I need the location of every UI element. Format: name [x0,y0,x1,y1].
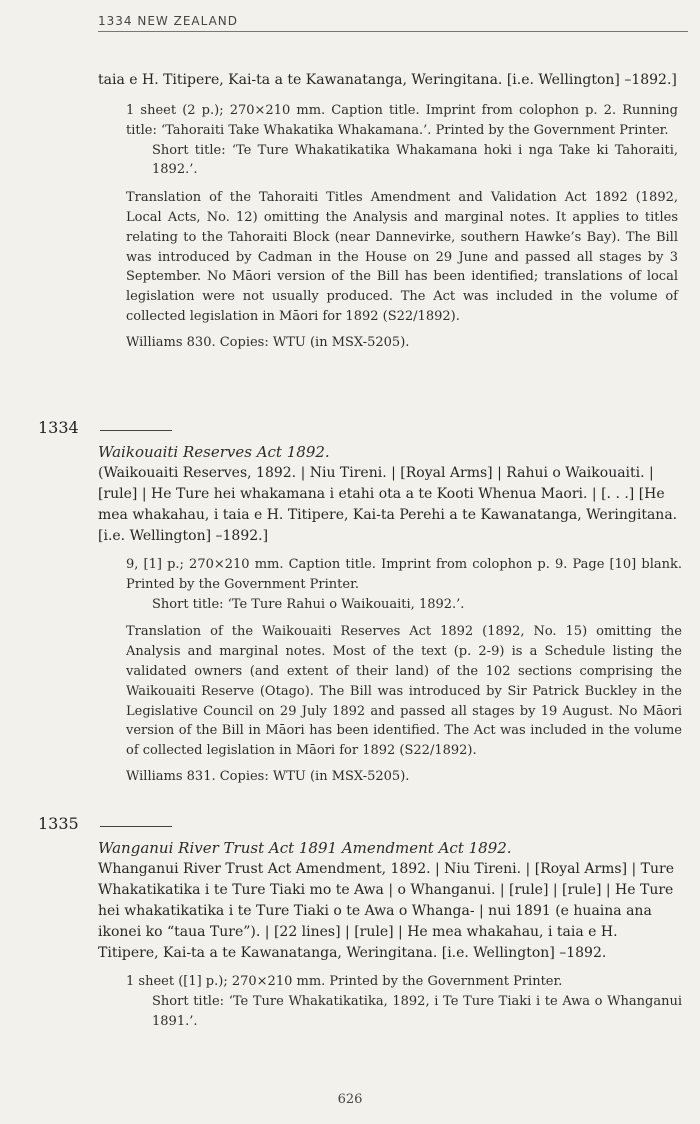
entry-1334-transcription: (Waikouaiti Reserves, 1892. | Niu Tireni. | [Royal Arms] | Rahui o Waikouaiti. | [rule] | He Ture hei whakamana i etahi ota a te Kooti Whenua Maori. | [. . .] [He mea whakahau, i taia e H. Titipere, Kai-ta Perehi a te Kawanatanga, Weringitana. [i.e. Wellington] –1892.] [98,465,678,544]
entry-1335-number: 1335 [38,814,79,833]
entry-1333-note: Translation of the Tahoraiti Titles Amendment and Validation Act 1892 (1892, Local Acts, No. 12) omitting the Analysis and marginal notes. It applies to titles relating to the Tahoraiti Block (near Dannevirke, southern Hawke’s Bay). The Bill was introduced by Cadman in the House on 29 June and passed all stages by 3 September. No Māori version of the Bill has been identified; translations of local legislation were not usually produced. The Act was included in the volume of collected legislation in Māori for 1892 (S22/1892). [126,190,678,324]
entry-1335-author-dash [100,826,172,827]
entry-1335 [98,838,682,1031]
entry-1334-short-title: Short title: ‘Te Ture Rahui o Waikouaiti, 1892.’. [152,596,465,612]
page-number: 626 [337,1092,363,1107]
entry-1333-short-title: Short title: ‘Te Ture Whakatikatika Whakamana hoki i nga Take ki Tahoraiti, 1892.’. [152,142,678,178]
entry-1333-imprint: taia e H. Titipere, Kai-ta a te Kawanatanga, Weringitana. [i.e. Wellington] –1892.] [98,72,677,88]
running-head: 1334 NEW ZEALAND [98,14,688,32]
entry-1335-title: Wanganui River Trust Act 1891 Amendment Act 1892. [98,839,512,857]
entry-1334-author-dash [100,430,172,431]
entry-1334-refs: Williams 831. Copies: WTU (in MSX-5205). [126,768,410,784]
entry-1335-transcription: Whanganui River Trust Act Amendment, 1892. | Niu Tireni. | [Royal Arms] | Ture Whakatikatika i te Ture Tiaki mo te Awa | o Whanganui. | [rule] | [rule] | He Ture hei whakatikatika i te Ture Tiaki o te Awa o Whanga- | nui 1891 (e huaina ana ikonei ko “taua Ture”). | [22 lines] | [rule] | He mea whakahau, i taia e H. Titipere, Kai-ta a te Kawanatanga, Weringitana. [i.e. Wellington] –1892. [98,861,675,961]
entry-1334 [98,442,682,787]
entry-1335-collation: 1 sheet ([1] p.); 270×210 mm. Printed by the Government Printer. [126,974,563,989]
entry-1334-number: 1334 [38,418,79,437]
entry-1335-short-title: Short title: ‘Te Ture Whakatikatika, 1892, i Te Ture Tiaki i te Awa o Whanganui 1891.’. [152,993,682,1029]
entry-1334-title: Waikouaiti Reserves Act 1892. [98,443,330,461]
entry-1334-collation: 9, [1] p.; 270×210 mm. Caption title. Imprint from colophon p. 9. Page [10] blank. Printed by the Government Printer. [126,557,682,592]
entry-1333-collation: 1 sheet (2 p.); 270×210 mm. Caption title. Imprint from colophon p. 2. Running title: ‘Tahoraiti Take Whakatika Whakamana.’. Printed by the Government Printer. [126,103,678,138]
entry-1333-continuation [98,70,678,353]
entry-1334-note: Translation of the Waikouaiti Reserves Act 1892 (1892, No. 15) omitting the Analysis and marginal notes. Most of the text (p. 2-9) is a Schedule listing the validated owners (and extent of their land) of the 102 sections comprising the Waikouaiti Reserve (Otago). The Bill was introduced by Sir Patrick Buckley in the Legislative Council on 29 July 1892 and passed all stages by 19 August. No Māori version of the Bill in Māori has been identified. The Act was included in the volume of collected legislation in Māori for 1892 (S22/1892). [126,624,682,759]
entry-1333-refs: Williams 830. Copies: WTU (in MSX-5205). [126,334,410,350]
